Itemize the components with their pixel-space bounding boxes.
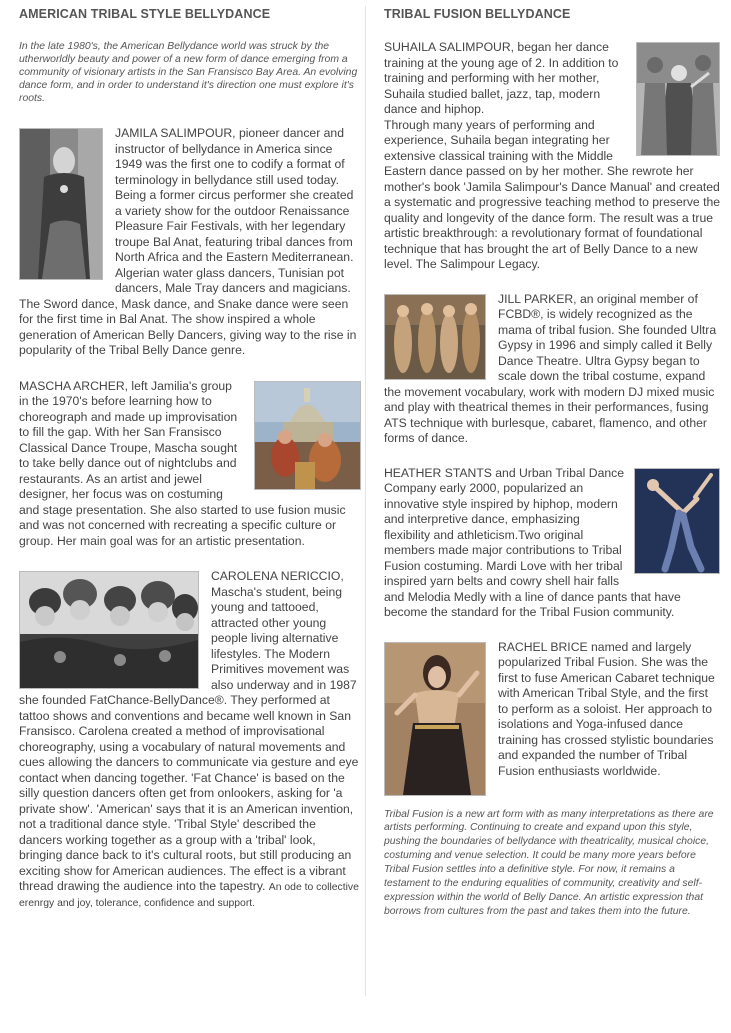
- right-column: [384, 6, 720, 919]
- suhaila-text: SUHAILA SALIMPOUR, began her dance training at the young age of 2. In addition to training and performing with her mother, Suhaila studied ballet, jazz, tap, modern dance and hiphop.: [384, 40, 619, 116]
- jill-photo: [384, 294, 486, 380]
- carolena-text: CAROLENA NERICCIO, Mascha's student, being young and tattooed, attracted other young people living alternative lifestyles. The Modern Primitives movement was also underway and in 1987 she founded FatChance-BellyDance®. They performed at tattoo shows and conventions and became well known in San Fransisco. Carolena created a method of improvisational choreography, using a vocabulary of natural movements and cues allowing the dancers to communicate via gesture and eye contact when dancing together. 'Fat Chance' is based on the silly question dancers often get from onlookers, asking for 'a private show'. 'American' says that it is an American invention, not a traditional dance style. 'Tribal Style' described the dancers working together as a group with a 'tribal' look, bringing dance back to it's cultural roots, but still producing an exciting show for American audiences. The effect is a vibrant thread drawing the audience into the tapestry.: [19, 569, 359, 893]
- carolena-section: [19, 569, 361, 911]
- mascha-text: MASCHA ARCHER, left Jamilia's group in the 1970's before learning how to choreograph and made up improvisation to fill the gap. With her San Fransisco Classical Dance Troupe, Mascha sought to take belly dance out of nightclubs and restaurants. As an artist and jewel designer, her focus was on costuming and stage presentation. She also started to use fusion music and was not concerned with recreating a specific culture or group. Her main goal was for an artistic presentation.: [19, 378, 346, 548]
- suhaila-photo: [636, 42, 720, 156]
- column-divider: [365, 6, 366, 996]
- carolena-photo: [19, 571, 199, 689]
- jamila-photo: [19, 128, 103, 280]
- heather-section: [384, 466, 720, 621]
- suhaila-text-2: Through many years of performing and experience, Suhaila began integrating her extensive classical training with the Middle Eastern dance passed on by her mother. She rewrote her mother's book 'Jamila Salimpour's Dance Manual' and created a systematic and progressive teaching method to preserve the quality and longevity of the dance form. The result was a true artistic breakthrough: a revolutionary format of foundational technique that has brought the art of Belly Dance to a new level. The Salimpour Legacy.: [384, 117, 720, 271]
- suhaila-section: [384, 40, 720, 273]
- heather-photo: [634, 468, 720, 574]
- jill-section: [384, 292, 720, 447]
- jamila-section: [19, 126, 361, 359]
- rachel-text: RACHEL BRICE named and largely popularized Tribal Fusion. She was the first to fuse American Cabaret technique with American Tribal Style, and the first to perform as a soloist. Her approach to isolations and Yoga-infused dance training has crossed stylistic boundaries and expanded the number of Tribal Fusion enthusiasts worldwide.: [498, 639, 715, 778]
- jamila-text: JAMILA SALIMPOUR, pioneer dancer and instructor of bellydance in America since 1949 was the first one to codify a format of terminology in bellydance still used today. Being a former circus performer she created a variety show for the outdoor Renaissance Pleasure Fair Festivals, with her legendary troupe Bal Anat, featuring tribal dances from North Africa and the Eastern Mediterranean. Algerian water glass dancers, Tunisian pot dancers, Male Tray dancers and magicians. The Sword dance, Mask dance, and Snake dance were seen for the first time in Bal Anat. The show inspired a whole generation of American Belly Dancers, giving way to the rise in popularity of the Tribal Belly Dance genre.: [19, 126, 357, 357]
- jill-text: JILL PARKER, an original member of FCBD®, is widely recognized as the mama of tribal fusion. She founded Ultra Gypsy in 1996 and simply called it Belly Dance Theatre. Ultra Gypsy began to scale down the tribal costume, expand the movement vocabulary, work with modern DJ mixed music and play with theatrical themes in their performances, fusing ATS technique with burlesque, cabaret, flamenco, and other forms of dance.: [384, 291, 717, 445]
- left-intro: In the late 1980's, the American Bellydance world was struck by the utherworldly beauty and power of a new form of dance emerging from a community of visionary artists in the San Fransisco Bay Area. An evolving dance form, and in order to understand it's direction one must explore it's roots.: [19, 41, 358, 104]
- rachel-photo: [384, 642, 486, 796]
- left-column: [19, 6, 361, 911]
- right-heading: TRIBAL FUSION BELLYDANCE: [384, 7, 571, 21]
- carolena-tail: An ode to collective erenrgy and joy, tolerance, confidence and support.: [19, 882, 359, 909]
- heather-text: HEATHER STANTS and Urban Tribal Dance Company early 2000, popularized an innovative style inspired by hiphop, modern and interpretive dance, emphasizing flexibility and athleticism.Two original members made major contributions to Tribal Fusion costuming. Mardi Love with her tribal inspired yarn belts and cowry shell hair falls and Melodia Medly with a line of dance pants that have become the standard for the Tribal Fusion community.: [384, 465, 681, 619]
- left-heading: AMERICAN TRIBAL STYLE BELLYDANCE: [19, 7, 271, 21]
- mascha-photo: [254, 381, 361, 490]
- mascha-section: [19, 379, 361, 550]
- right-outro: Tribal Fusion is a new art form with as many interpretations as there are artists performing. Continuing to create and expand upon this style, pushing the boundaries of bellydance with theatricality, musical choice, costuming and venue selection. It could be many more years before Tribal Fusion settles into a definitive style. For now, it remains a testament to the enduring equalities of community, creativity and self-expression within the world of Belly Dance. An artistic expression that borrows from cultures from the past and takes them into the future.: [384, 808, 714, 917]
- rachel-section: [384, 640, 720, 800]
